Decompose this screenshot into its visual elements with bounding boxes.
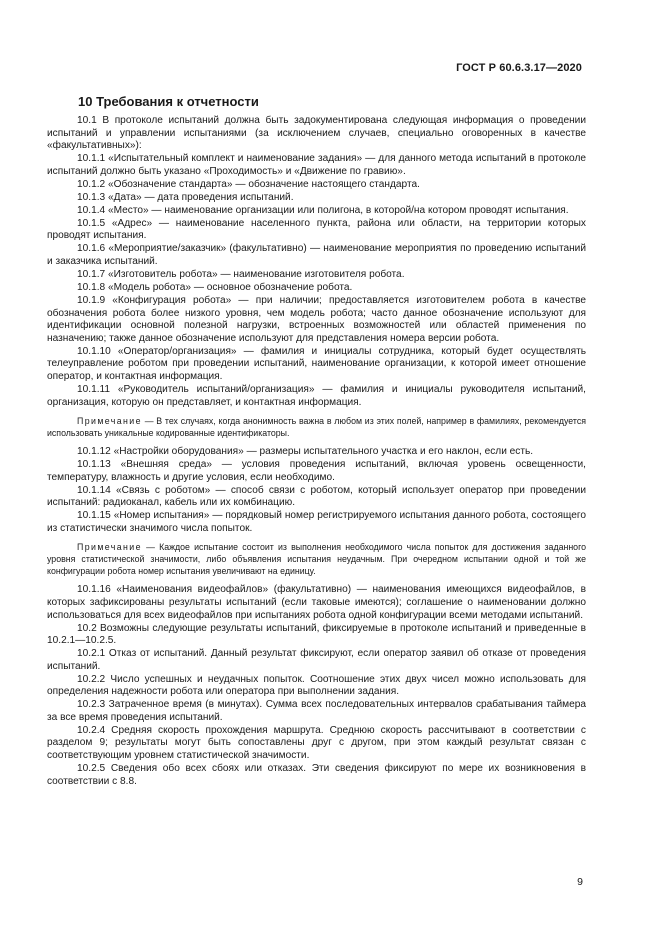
paragraph-10-1-4: 10.1.4 «Место» — наименование организации или полигона, в которой/на котором проводят испытания. <box>77 204 569 216</box>
paragraph-10-2-1: 10.2.1 Отказ от испытаний. Данный результат фиксируют, если оператор заявил об отказе от проведения испытаний. <box>47 648 586 672</box>
paragraph-10-1-11: 10.1.11 «Руководитель испытаний/организация» — фамилия и инициалы руководителя испытаний, организация, которую он представляет, и контактная информация. <box>47 383 586 408</box>
paragraph-10-1-2: 10.1.2 «Обозначение стандарта» — обозначение настоящего стандарта. <box>77 178 420 190</box>
paragraph-10-2-5: 10.2.5 Сведения обо всех сбоях или отказах. Эти сведения фиксируют по мере их возникновения в соответствии с 8.8. <box>47 763 586 787</box>
paragraph-10-1-3: 10.1.3 «Дата» — дата проведения испытаний. <box>77 191 294 203</box>
paragraph-10-2-3: 10.2.3 Затраченное время (в минутах). Сумма всех последовательных интервалов срабатывания таймера за все время проведения испытаний. <box>47 699 586 723</box>
paragraph-10-1-9: 10.1.9 «Конфигурация робота» — при наличии; предоставляется изготовителем робота в качестве обозначения робота более низкого уровня, чем модель робота; часто данное обозначение используют для идентификации основной полезной нагрузки, встроенных возможностей или областей применения по назначению; также данное обозначение используют для представления номера версии робота. <box>47 295 586 344</box>
note-1-text: — В тех случаях, когда анонимность важна в любом из этих полей, например в фамилиях, рекомендуется использовать уникальные кодированные идентификаторы. <box>47 416 586 439</box>
paragraph-10-1-1: 10.1.1 «Испытательный комплект и наименование задания» — для данного метода испытаний в протоколе испытаний должно быть указано «Проходимость» и «Движение по гравию». <box>47 153 586 177</box>
note-2-text: — Каждое испытание состоит из выполнения необходимого числа попыток для достижения заданного уровня статистической значимости, либо объявления испытания неудачным. При очередном испытании одной и той же конфигурации робота номер испытания увеличивают на единицу. <box>47 542 586 577</box>
paragraph-10-1-10: 10.1.10 «Оператор/организация» — фамилия и инициалы сотрудника, который будет осуществлять телеуправление роботом при проведении испытаний, наименование организации, к которой имеет отношение оператор, и контактная информация. <box>47 345 586 382</box>
paragraph-10-1-5: 10.1.5 «Адрес» — наименование населенного пункта, района или области, на территории которых проводят испытания. <box>47 217 586 242</box>
paragraph-10-1-14: 10.1.14 «Связь с роботом» — способ связи с роботом, который использует оператор при проведении испытаний: радиоканал, кабель или их комбинацию. <box>47 484 586 509</box>
section-title: 10 Требования к отчетности <box>78 94 259 109</box>
paragraph-10-1-15: 10.1.15 «Номер испытания» — порядковый номер регистрируемого испытания данного робота, состоящего из статистически значимого числа попыток. <box>47 510 586 534</box>
paragraph-10-1: 10.1 В протоколе испытаний должна быть задокументирована следующая информация о проведении испытаний и управлении испытаниями (за исключением случаев, специально оговоренных в качестве «факультативных»): <box>47 115 586 152</box>
note-1-label: Примечание <box>77 416 142 427</box>
paragraph-10-1-6: 10.1.6 «Мероприятие/заказчик» (факультативно) — наименование мероприятия по проведению испытаний и заказчика испытаний. <box>47 243 586 268</box>
paragraph-10-2-2: 10.2.2 Число успешных и неудачных попыток. Соотношение этих двух чисел можно использовать для определения надежности робота или оператора при выполнении задания. <box>47 673 586 698</box>
paragraph-10-1-12: 10.1.12 «Настройки оборудования» — размеры испытательного участка и его наклон, если есть. <box>77 446 534 458</box>
paragraph-10-2: 10.2 Возможны следующие результаты испытаний, фиксируемые в протоколе испытаний и приведенные в 10.2.1—10.2.5. <box>47 622 586 647</box>
page-number: 9 <box>577 876 583 888</box>
paragraph-10-1-13: 10.1.13 «Внешняя среда» — условия проведения испытаний, включая уровень освещенности, температуру, влажность и другие условия, если необходимо. <box>47 459 586 483</box>
paragraph-10-1-7: 10.1.7 «Изготовитель робота» — наименование изготовителя робота. <box>77 269 405 281</box>
paragraph-10-1-16: 10.1.16 «Наименования видеофайлов» (факультативно) — наименования имеющихся видеофайлов, в которых зафиксированы результаты испытаний (если таковые имеются); соглашение о наименовании должно использоваться для всех видеофайлов при испытаниях робота одной конфигурации всеми методами испытаний. <box>47 584 586 621</box>
document-header-standard: ГОСТ Р 60.6.3.17—2020 <box>456 62 582 74</box>
paragraph-10-1-8: 10.1.8 «Модель робота» — основное обозначение робота. <box>77 282 353 294</box>
document-body <box>47 115 586 789</box>
paragraph-10-2-4: 10.2.4 Средняя скорость прохождения маршрута. Среднюю скорость рассчитывают в соответствии с разделом 9; результаты могут быть сопоставлены друг с другом, при этом каждый результат связан с соответствующим уровнем статистической значимости. <box>47 724 586 762</box>
note-2-label: Примечание <box>77 542 142 553</box>
note-1 <box>47 415 586 439</box>
note-2 <box>47 541 586 577</box>
